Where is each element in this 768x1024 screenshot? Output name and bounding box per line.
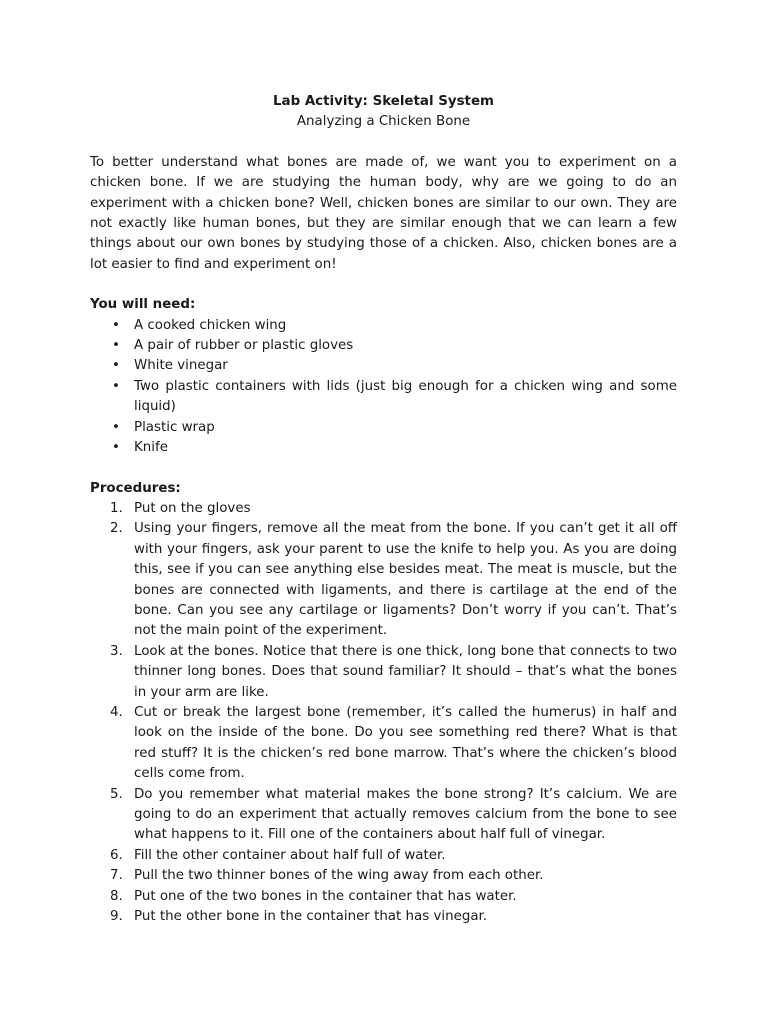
procedure-step	[90, 907, 677, 927]
list-item-text: A cooked chicken wing	[134, 317, 287, 333]
list-item	[90, 418, 677, 438]
step-text: Do you remember what material makes the bone strong? It’s calcium. We are going to do an experiment that actually removes calcium from the bone to see what happens to it. Fill one of the containers about half full of vinegar.	[134, 786, 677, 843]
procedure-step	[90, 642, 677, 703]
procedure-step	[90, 866, 677, 886]
procedure-step	[90, 887, 677, 907]
step-number: 8.	[110, 888, 123, 904]
materials-heading: You will need:	[90, 297, 196, 313]
step-number: 4.	[110, 704, 123, 720]
bullet-icon: •	[112, 419, 120, 435]
step-number: 2.	[110, 521, 123, 537]
procedure-step	[90, 703, 677, 785]
list-item	[90, 377, 677, 418]
step-text: Put the other bone in the container that has vinegar.	[134, 909, 488, 925]
list-item-text: Knife	[134, 440, 168, 456]
procedure-step	[90, 499, 677, 519]
step-number: 5.	[110, 786, 123, 802]
step-number: 1.	[110, 500, 123, 516]
list-item	[90, 356, 677, 376]
step-text: Put on the gloves	[134, 500, 251, 516]
step-number: 6.	[110, 847, 123, 863]
bullet-icon: •	[112, 338, 120, 354]
bullet-icon: •	[112, 358, 120, 374]
list-item-text: White vinegar	[134, 358, 228, 374]
step-text: Look at the bones. Notice that there is one thick, long bone that connects to two thinner long bones. Does that sound familiar? It should – that’s what the bones in your arm are like.	[134, 643, 677, 700]
document-title: Lab Activity: Skeletal System	[273, 94, 494, 109]
procedure-step	[90, 785, 677, 846]
step-text: Using your fingers, remove all the meat from the bone. If you can’t get it all off with your fingers, ask your parent to use the knife to help you. As you are doing this, see if you can see anything else besides meat. The meat is muscle, but the bones are connected with ligaments, and there is cartilage at the end of the bone. Can you see any cartilage or ligaments? Don’t worry if you can’t. That’s not the main point of the experiment.	[134, 521, 677, 639]
list-item	[90, 438, 677, 458]
document-subtitle: Analyzing a Chicken Bone	[296, 114, 471, 130]
procedures-heading: Procedures:	[90, 480, 181, 496]
list-item-text: Plastic wrap	[134, 419, 215, 435]
bullet-icon: •	[112, 440, 120, 456]
procedure-step	[90, 519, 677, 641]
list-item	[90, 336, 677, 356]
step-number: 7.	[110, 868, 123, 884]
list-item-text: A pair of rubber or plastic gloves	[134, 338, 354, 354]
step-number: 9.	[110, 909, 123, 925]
bullet-icon: •	[112, 317, 120, 333]
document-page	[90, 92, 677, 927]
step-text: Fill the other container about half full of water.	[134, 847, 446, 863]
procedure-step	[90, 846, 677, 866]
step-text: Put one of the two bones in the container that has water.	[134, 888, 517, 904]
procedures-list	[90, 499, 677, 928]
intro-paragraph: To better understand what bones are made of, we want you to experiment on a chicken bone. If we are studying the human body, why are we going to do an experiment with a chicken bone? Well, chicken bones are similar to our own. They are not exactly like human bones, but they are similar enough that we can learn a few things about our own bones by studying those of a chicken. Also, chicken bones are a lot easier to find and experiment on!	[90, 154, 677, 272]
step-text: Cut or break the largest bone (remember, it’s called the humerus) in half and look on the inside of the bone. Do you see something red there? What is that red stuff? It is the chicken’s red bone marrow. That’s where the chicken’s blood cells come from.	[134, 704, 677, 782]
list-item-text: Two plastic containers with lids (just big enough for a chicken wing and some liquid)	[134, 378, 677, 415]
step-number: 3.	[110, 643, 123, 659]
step-text: Pull the two thinner bones of the wing away from each other.	[134, 868, 544, 884]
materials-list	[90, 316, 677, 459]
list-item	[90, 316, 677, 336]
bullet-icon: •	[112, 378, 120, 394]
